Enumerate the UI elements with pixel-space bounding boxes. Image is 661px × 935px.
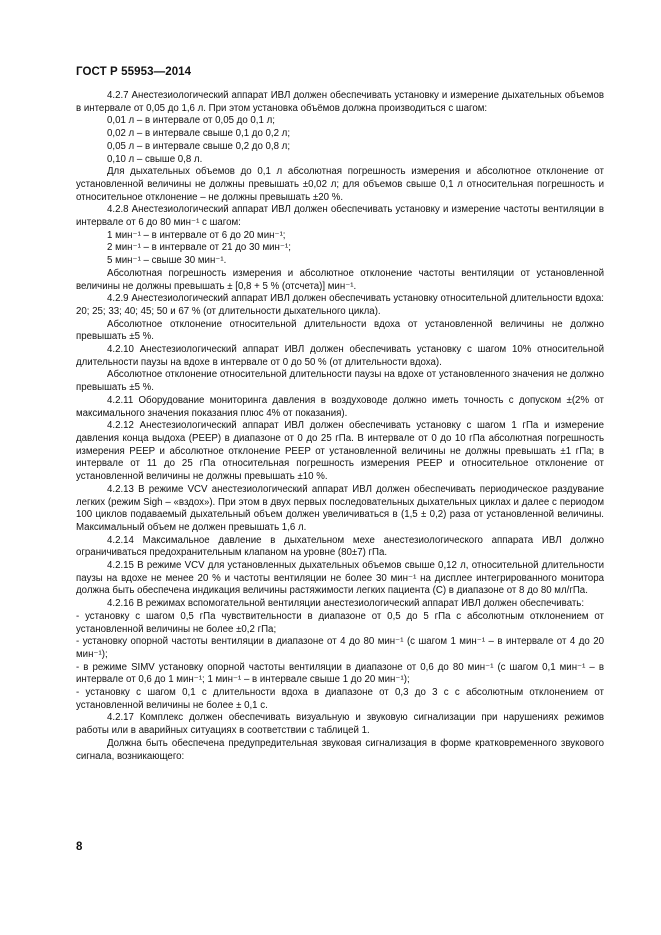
paragraph: Должна быть обеспечена предупредительная звуковая сигнализация в форме кратковременного звукового сигнала, возникающего: (76, 737, 604, 762)
list-item: - установку с шагом 0,1 с длительности вдоха в диапазоне от 0,3 до 3 с с абсолютным отклонением от установленной величины не более ± 0,1 с. (76, 687, 604, 711)
paragraph: 4.2.11 Оборудование мониторинга давления в воздуховоде должно иметь точность с допуском ±(2% от максимального значения показания плюс 4% от показания). (76, 394, 604, 419)
paragraph: 4.2.13 В режиме VCV анестезиологический аппарат ИВЛ должен обеспечивать периодическое раздувание легких (режим Sigh – «вздох»). При этом в двух первых последовательных дыхательных циклах и далее с периодом 100 циклов подаваемый дыхательный объем должен увеличиваться в (1,5 ± 0,2) раза от установленной величины. Максимальный объем не должен превышать 1,6 л. (76, 483, 604, 533)
paragraph: 4.2.9 Анестезиологический аппарат ИВЛ должен обеспечивать установку относительной длительности вдоха: 20; 25; 33; 40; 45; 50 и 67 % (от длительности дыхательного цикла). (76, 293, 604, 317)
document-header: ГОСТ Р 55953—2014 (76, 66, 192, 78)
list-item: - установку опорной частоты вентиляции в диапазоне от 4 до 80 мин⁻¹ (с шагом 1 мин⁻¹ – в интервале от 4 до 20 мин⁻¹); (76, 636, 604, 660)
paragraph: Абсолютное отклонение относительной длительности вдоха от установленной величины не должно превышать ±5 %. (76, 318, 604, 343)
paragraph: 4.2.7 Анестезиологический аппарат ИВЛ должен обеспечивать установку и измерение дыхательных объемов в интервале от 0,05 до 1,6 л. При этом установка объёмов должна производиться с шагом: (76, 90, 604, 114)
paragraph: Для дыхательных объемов до 0,1 л абсолютная погрешность измерения и абсолютное отклонение от установленной величины не должны превышать ±0,02 л; для объемов свыше 0,1 л относительная погрешность и относительное отклонение – не должны превышать ±20 %. (76, 166, 604, 203)
list-item: - в режиме SIMV установку опорной частоты вентиляции в диапазоне от 0,6 до 80 мин⁻¹ (с шагом 0,1 мин⁻¹ – в интервале от 0,6 до 1 мин⁻¹; 1 мин⁻¹ – в интервале свыше 1 до 20 мин⁻¹); (76, 661, 604, 686)
paragraph: 4.2.14 Максимальное давление в дыхательном мехе анестезиологического аппарата ИВЛ должно ограничиваться предохранительным клапаном на уровне (80±7) гПа. (76, 534, 604, 559)
paragraph: Абсолютная погрешность измерения и абсолютное отклонение частоты вентиляции от установленной величины не должны превышать ± [0,8 + 5 % (отсчета)] мин⁻¹. (76, 267, 604, 292)
sub-item: 1 мин⁻¹ – в интервале от 6 до 20 мин⁻¹; (107, 229, 286, 241)
paragraph: 4.2.16 В режимах вспомогательной вентиляции анестезиологический аппарат ИВЛ должен обеспечивать: (107, 598, 585, 610)
sub-item: 0,02 л – в интервале свыше 0,1 до 0,2 л; (107, 128, 291, 140)
sub-item: 0,05 л – в интервале свыше 0,2 до 0,8 л; (107, 140, 291, 152)
sub-item: 2 мин⁻¹ – в интервале от 21 до 30 мин⁻¹; (107, 242, 291, 254)
paragraph: 4.2.8 Анестезиологический аппарат ИВЛ должен обеспечивать установку и измерение частоты вентиляции в интервале от 6 до 80 мин⁻¹ с шагом: (76, 204, 604, 229)
sub-item: 0,10 л – свыше 0,8 л. (107, 153, 203, 165)
sub-item: 0,01 л – в интервале от 0,05 до 0,1 л; (107, 115, 275, 127)
paragraph: 4.2.17 Комплекс должен обеспечивать визуальную и звуковую сигнализации при нарушениях режимов работы или в аварийных ситуациях в соответствии с таблицей 1. (76, 712, 604, 737)
paragraph: Абсолютное отклонение относительной длительности паузы на вдохе от установленного значения не должно превышать ±5 %. (76, 369, 604, 394)
paragraph: 4.2.10 Анестезиологический аппарат ИВЛ должен обеспечивать установку с шагом 10% относительной длительности паузы на вдохе в интервале от 0 до 50 % (от длительности вдоха). (76, 344, 604, 368)
sub-item: 5 мин⁻¹ – свыше 30 мин⁻¹. (107, 255, 227, 267)
document-body (76, 90, 604, 763)
page-number: 8 (76, 841, 83, 853)
paragraph: 4.2.15 В режиме VCV для установленных дыхательных объемов свыше 0,12 л, относительной длительности паузы на вдохе не менее 20 % и частоты вентиляции не более 30 мин⁻¹ на дисплее интегрированного монитора должна быть обеспечена индикация величины растяжимости легких пациента (С) в диапазоне от 8 до 80 мл/гПа. (76, 560, 604, 597)
paragraph: 4.2.12 Анестезиологический аппарат ИВЛ должен обеспечивать установку с шагом 1 гПа и измерение давления конца выдоха (PEEP) в диапазоне от 0 до 25 гПа. В интервале от 0 до 10 гПа абсолютная погрешность измерения PEEP и абсолютное отклонение PEEP от установленной величины не должны превышать ±1 гПа; в интервале от 11 до 25 гПа относительная погрешность измерения PEEP и относительное отклонение от установленной величины не должны превышать ±10 %. (76, 420, 604, 483)
list-item: - установку с шагом 0,5 гПа чувствительности в диапазоне от 0,5 до 5 гПа с абсолютным отклонением от установленной величины не более ±0,2 гПа; (76, 610, 604, 635)
